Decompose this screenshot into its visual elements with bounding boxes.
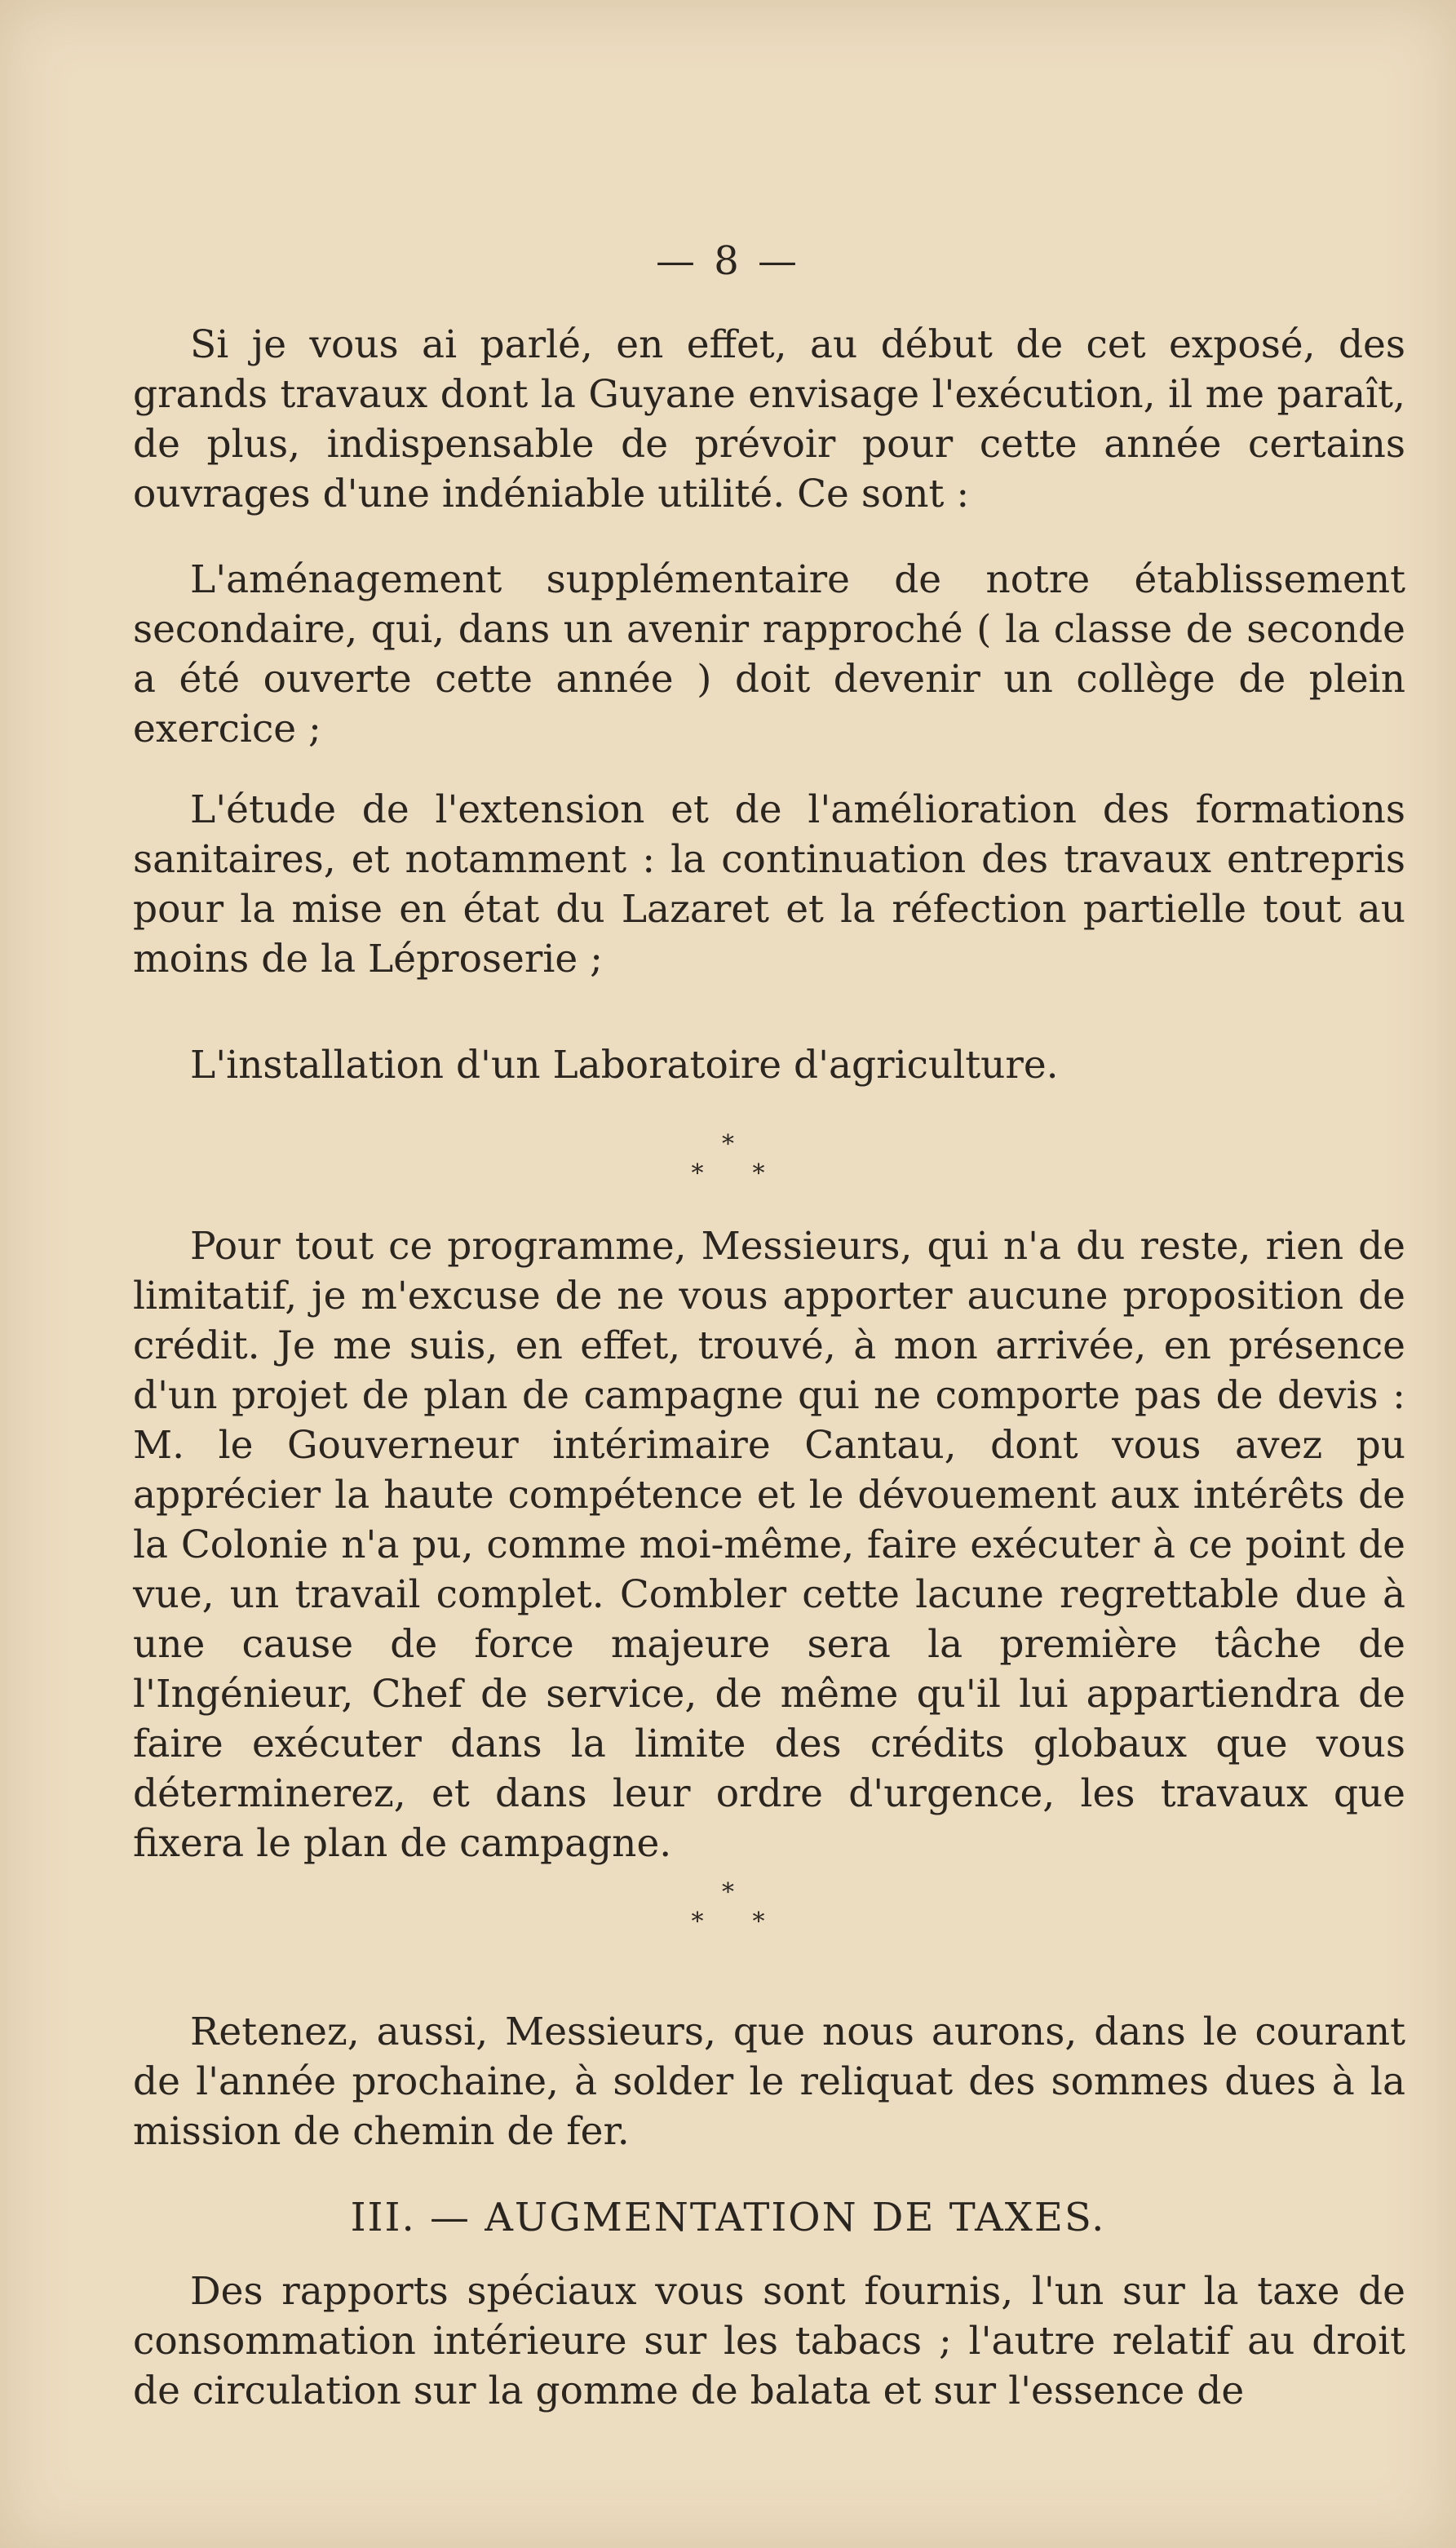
paragraph-text: Retenez, aussi, Messieurs, que nous aurons, dans le courant de l'année prochaine, à solder le reliquat des sommes dues à la mission de chemin de fer.	[133, 2010, 1405, 2154]
separator-stars-pair	[0, 1908, 1456, 1936]
separator-star: *	[752, 1159, 814, 1188]
separator-star: *	[691, 1908, 753, 1936]
paragraph-text: L'installation d'un Laboratoire d'agriculture.	[190, 1043, 1059, 1088]
paragraph-text: L'étude de l'extension et de l'amélioration des formations sanitaires, et notamment : la continuation des travaux entrepris pour la mise en état du Lazaret et la réfection partielle tout au moins de la Léproserie ;	[133, 787, 1405, 982]
page-number: — 8 —	[655, 238, 801, 284]
paragraph-program	[133, 1221, 1405, 1868]
paragraph-college	[133, 555, 1405, 754]
separator-star: *	[752, 1908, 814, 1936]
separator-stars-pair	[0, 1159, 1456, 1188]
paragraph-text: Des rapports spéciaux vous sont fournis, l'un sur la taxe de consommation intérieure sur les tabacs ; l'autre relatif au droit de circulation sur la gomme de balata et sur l'essence de	[133, 2269, 1405, 2413]
paragraph-intro	[133, 320, 1405, 519]
paragraph-sanitary	[133, 785, 1405, 984]
paragraph-text: Pour tout ce programme, Messieurs, qui n'a du reste, rien de limitatif, je m'excuse de ne vous apporter aucune proposition de crédit. Je me suis, en effet, trouvé, à mon arrivée, en présence d'un projet de plan de campagne qui ne comporte pas de devis : M. le Gouverneur intérimaire Cantau, dont vous avez pu apprécier la haute compétence et le dévouement aux intérêts de la Colonie n'a pu, comme moi-même, faire exécuter à ce point de vue, un travail complet. Combler cette lacune regrettable due à une cause de force majeure sera la première tâche de l'Ingénieur, Chef de service, de même qu'il lui appartiendra de faire exécuter dans la limite des crédits globaux que vous déterminerez, et dans leur ordre d'urgence, les travaux que fixera le plan de campagne.	[133, 1224, 1405, 1866]
section-heading: III. — AUGMENTATION DE TAXES.	[350, 2195, 1106, 2240]
separator-star: *	[722, 1878, 734, 1907]
paragraph-text: L'aménagement supplémentaire de notre établissement secondaire, qui, dans un avenir rapproché ( la classe de seconde a été ouverte cette année ) doit devenir un collège de plein exercice ;	[133, 557, 1405, 751]
separator-star: *	[691, 1159, 753, 1188]
paragraph-taxes	[133, 2267, 1405, 2416]
paragraph-laboratory	[133, 1040, 1405, 1090]
paragraph-railway	[133, 2007, 1405, 2156]
paragraph-text: Si je vous ai parlé, en effet, au début de cet exposé, des grands travaux dont la Guyane envisage l'exécution, il me paraît, de plus, indispensable de prévoir pour cette année certains ouvrages d'une indéniable utilité. Ce sont :	[133, 322, 1405, 516]
separator-star: *	[722, 1130, 734, 1159]
